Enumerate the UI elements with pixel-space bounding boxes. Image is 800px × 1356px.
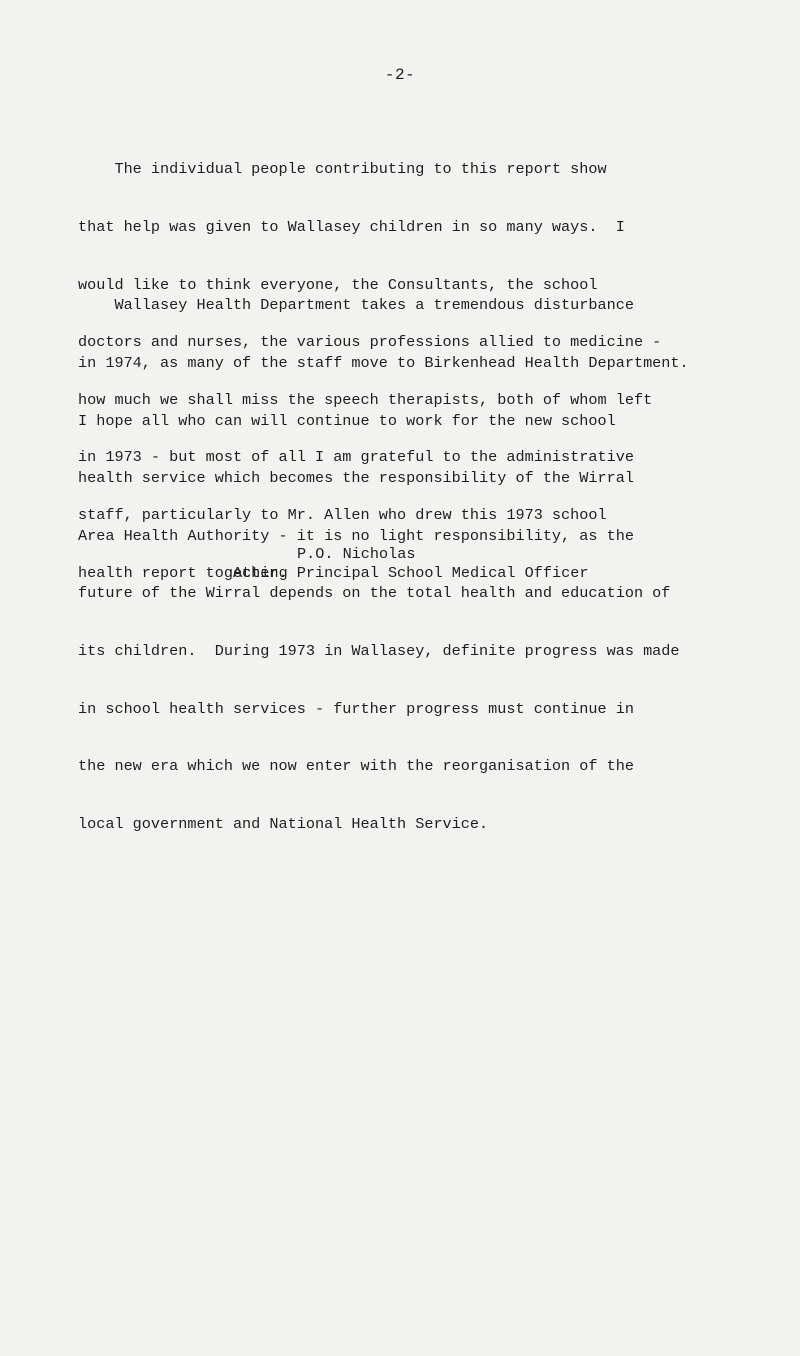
text-line: The individual people contributing to this report show: [78, 160, 607, 179]
signatory-title: Acting Principal School Medical Officer: [233, 564, 589, 583]
text-line: staff, particularly to Mr. Allen who drew this 1973 school: [78, 506, 607, 525]
text-line: health report together.: [78, 563, 288, 582]
text-line: would like to think everyone, the Consultants, the school: [78, 275, 598, 294]
text-line: I hope all who can will continue to work for the new school: [78, 411, 616, 430]
text-line: in 1973 - but most of all I am grateful to the administrative: [78, 448, 634, 467]
text-line: the new era which we now enter with the reorganisation of the: [78, 757, 634, 776]
page-number: -2-: [384, 66, 416, 84]
text-line: in school health services - further progress must continue in: [78, 699, 634, 718]
text-line: in 1974, as many of the staff move to Birkenhead Health Department.: [78, 354, 689, 373]
text-line: health service which becomes the responsibility of the Wirral: [78, 469, 634, 488]
text-line: Wallasey Health Department takes a tremendous disturbance: [78, 296, 634, 315]
signatory-name: P.O. Nicholas: [297, 545, 416, 563]
signature-block: [0, 545, 800, 583]
text-line: future of the Wirral depends on the total health and education of: [78, 584, 671, 603]
text-line: its children. During 1973 in Wallasey, definite progress was made: [78, 642, 680, 661]
text-line: how much we shall miss the speech therapists, both of whom left: [78, 390, 653, 409]
text-line: doctors and nurses, the various professions allied to medicine -: [78, 333, 662, 352]
text-line: that help was given to Wallasey children in so many ways. I: [78, 218, 625, 237]
text-line: local government and National Health Service.: [78, 814, 489, 833]
text-line: Area Health Authority - it is no light responsibility, as the: [78, 526, 634, 545]
